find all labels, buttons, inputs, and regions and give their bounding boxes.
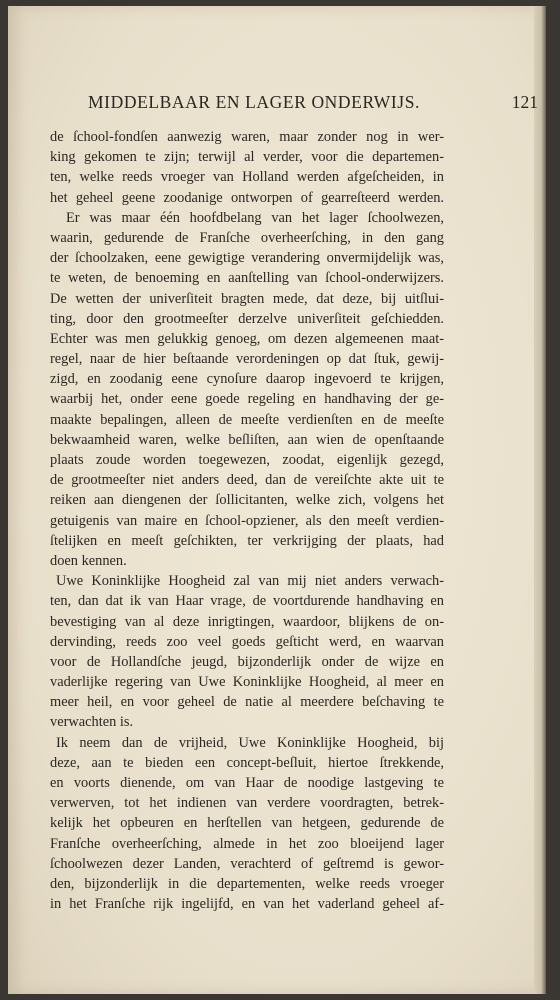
text-line: De wetten der univerſiteit bragten mede, dat deze, bij uitſlui- [50, 290, 444, 307]
text-line: ten, welke reeds vroeger van Holland werden afgeſcheiden, in [50, 169, 444, 186]
text-line: bekwaamheid waren, welke beſliſten, aan wien de openſtaande [50, 431, 444, 448]
book-page [8, 6, 546, 994]
text-line: de ſchool-fondſen aanwezig waren, maar zonder nog in wer- [50, 129, 444, 145]
text-line: ten, dan dat ik van Haar vrage, de voortdurende handhaving en [50, 593, 444, 610]
running-head: MIDDELBAAR EN LAGER ONDERWIJS. [88, 92, 421, 112]
text-line: en voorts dienende, om van Haar de noodige lastgeving te [50, 775, 444, 791]
text-line: waarbij het, onder eene goede regeling en handhaving der ge- [50, 391, 444, 408]
text-line: getuigenis van maire en ſchool-opziener, als den meeſt verdien- [50, 512, 444, 529]
text-line: te weten, de benoeming en aanſtelling van ſchool-onderwijzers. [50, 270, 444, 287]
text-line: in het Franſche rijk ingelijfd, en van het vaderland geheel af- [50, 896, 444, 913]
text-line: verwachten is. [50, 714, 134, 731]
page-edge [534, 6, 546, 994]
text-line: regel, naar de hier beſtaande verordeningen op dat ſtuk, gewij- [50, 351, 444, 368]
text-line: deze, aan te bieden een concept-beſluit, hiertoe ſtrekkende, [50, 754, 444, 771]
text-line: bevestiging van al deze inrigtingen, waardoor, blijkens de on- [50, 613, 444, 630]
text-line: dervinding, reeds zoo veel goeds geſticht werd, en waarvan [50, 633, 444, 650]
text-line: meer heil, en voor geheel de natie al meerdere beſchaving te [50, 694, 444, 711]
text-line: ſchoolwezen dezer Landen, verachterd of geſtremd is gewor- [50, 855, 444, 872]
text-line: ſtelijken en meeſt geſchikten, ter verkrijging der plaats, had [50, 532, 444, 549]
text-line: den, bijzonderlijk in die departementen, welke reeds vroeger [50, 875, 444, 892]
text-line: vaderlijke regering van Uwe Koninklijke Hoogheid, al meer en [50, 674, 444, 691]
text-line: Franſche overheerſching, almede in het zoo bloeijend lager [50, 835, 444, 852]
text-line: der ſchoolzaken, eene gewigtige verandering onvermijdelijk was, [50, 250, 444, 267]
text-line: plaats zoude worden toegewezen, zoodat, eigenlijk gezegd, [50, 452, 444, 468]
text-line: waarin, gedurende de Franſche overheerſching, in den gang [50, 229, 444, 246]
text-line: Uwe Koninklijke Hoogheid zal van mij niet anders verwach- [56, 573, 444, 590]
text-line: Er was maar één hoofdbelang van het lager ſchoolwezen, [66, 209, 444, 226]
text-line: zigd, en zoodanig eene cynoſure daarop ingevoerd te krijgen, [50, 371, 444, 388]
text-line: Ik neem dan de vrijheid, Uwe Koninklijke Hoogheid, bij [56, 734, 444, 751]
page-header [88, 92, 544, 120]
text-line: verwerven, tot het indienen van verdere voordragten, betrek- [50, 795, 444, 812]
text-line: ting, door den grootmeeſter derzelve univerſiteit geſchiedden. [50, 310, 444, 327]
body-text [50, 127, 444, 914]
text-line: doen kennen. [50, 552, 127, 569]
text-line: het geheel geene zoodanige ontworpen of gearreſteerd werden. [50, 189, 444, 206]
text-line: king gekomen te zijn; terwijl al verder, voor die departemen- [50, 149, 444, 166]
text-line: reiken aan diengenen der ſollicitanten, welke zich, volgens het [50, 492, 444, 509]
page-number: 121 [511, 92, 538, 112]
text-line: de grootmeeſter niet anders deed, dan de vereiſchte akte uit te [50, 472, 444, 489]
text-line: maakte bepalingen, alleen de meeſte verdienſten en de meeſte [50, 411, 444, 428]
text-line: kelijk het opbeuren en herſtellen van hetgeen, gedurende de [50, 815, 444, 832]
text-line: voor de Hollandſche jeugd, bijzonderlijk onder de wijze en [50, 653, 444, 670]
text-line: Echter was men gelukkig genoeg, om dezen algemeenen maat- [50, 330, 444, 347]
